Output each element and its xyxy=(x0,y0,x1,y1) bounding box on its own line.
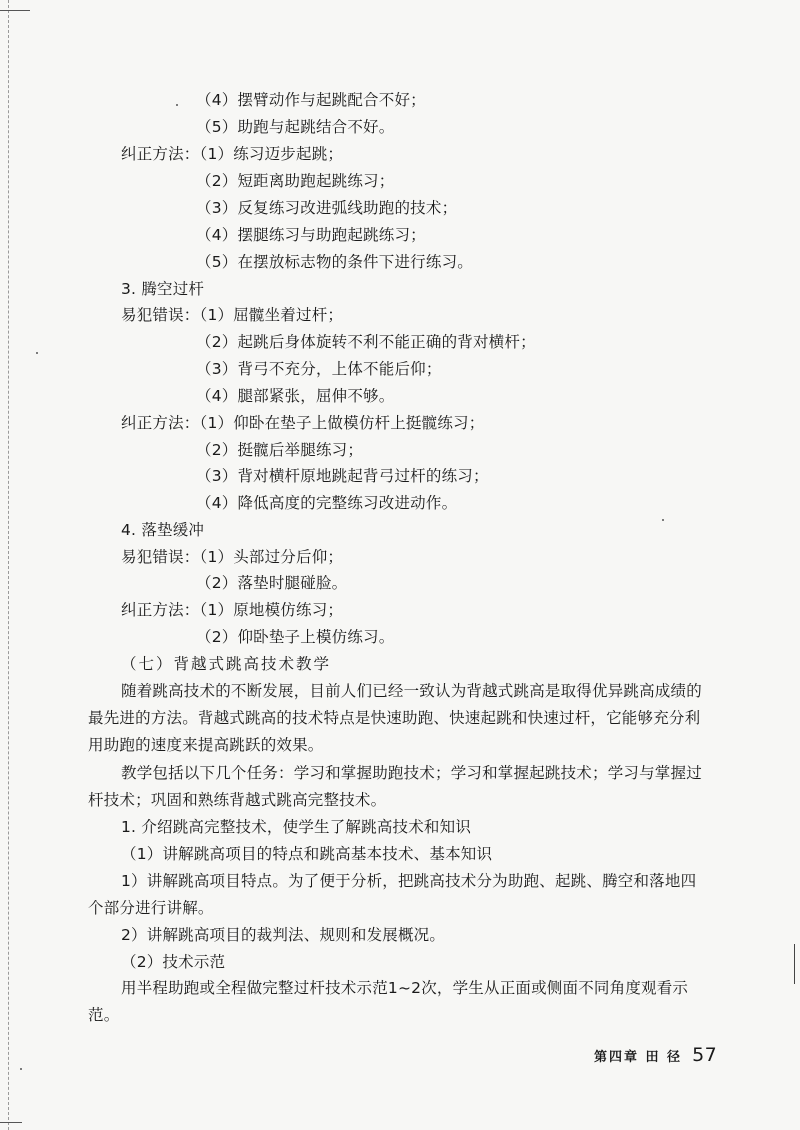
corner-mark xyxy=(0,10,30,11)
paragraph-line: 2）讲解跳高项目的裁判法、规则和发展概况。 xyxy=(121,926,446,944)
text-line: （4）摆臂动作与起跳配合不好； xyxy=(196,91,426,109)
page-footer xyxy=(594,1044,754,1068)
text-line: 易犯错误：（1）屈髋坐着过杆； xyxy=(121,306,344,324)
speck xyxy=(20,1068,22,1070)
text-line: （3）背对横杆原地跳起背弓过杆的练习； xyxy=(196,467,489,485)
text-line: （4）降低高度的完整练习改进动作。 xyxy=(196,494,458,512)
subheading: 3. 腾空过杆 xyxy=(121,280,205,298)
text-line: （3）反复练习改进弧线助跑的技术； xyxy=(196,199,458,217)
paragraph-line: 杆技术；巩固和熟练背越式跳高完整技术。 xyxy=(88,791,387,809)
text-line: 纠正方法：（1）仰卧在垫子上做模仿杆上挺髋练习； xyxy=(121,414,485,432)
speck xyxy=(176,104,178,106)
text-line: （2）落垫时腿碰脸。 xyxy=(196,574,348,592)
paragraph-line: （1）讲解跳高项目的特点和跳高基本技术、基本知识 xyxy=(121,845,493,863)
paragraph-line: 随着跳高技术的不断发展，目前人们已经一致认为背越式跳高是取得优异跳高成绩的 xyxy=(121,682,702,700)
paragraph-line: 用半程助跑或全程做完整过杆技术示范1~2次，学生从正面或侧面不同角度观看示 xyxy=(121,979,689,997)
text-line: 纠正方法：（1）原地模仿练习； xyxy=(121,601,344,619)
paragraph-line: 个部分进行讲解。 xyxy=(88,899,214,917)
chapter-label: 第四章 田 径 xyxy=(594,1050,683,1065)
text-line: （4）腿部紧张，屈伸不够。 xyxy=(196,387,395,405)
text-line: （2）短距离助跑起跳练习； xyxy=(196,172,395,190)
subheading: 4. 落垫缓冲 xyxy=(121,521,205,539)
text-line: （3）背弓不充分，上体不能后仰； xyxy=(196,360,442,378)
text-line: （5）助跑与起跳结合不好。 xyxy=(196,118,395,136)
paragraph-line: 用助跑的速度来提高跳跃的效果。 xyxy=(88,736,324,754)
text-line: （4）摆腿练习与助跑起跳练习； xyxy=(196,226,426,244)
text-line: （2）挺髋后举腿练习； xyxy=(196,441,364,459)
paragraph-line: 教学包括以下几个任务：学习和掌握助跑技术；学习和掌握起跳技术；学习与掌握过 xyxy=(121,764,702,782)
corner-mark xyxy=(0,1122,22,1123)
section-heading: （七）背越式跳高技术教学 xyxy=(121,655,332,673)
scan-edge xyxy=(8,0,9,1130)
paragraph-line: 1. 介绍跳高完整技术，使学生了解跳高技术和知识 xyxy=(121,818,472,836)
paragraph-line: 范。 xyxy=(88,1006,120,1024)
paragraph-line: 1）讲解跳高项目特点。为了便于分析，把跳高技术分为助跑、起跳、腾空和落地四 xyxy=(121,872,697,890)
text-line: （2）仰卧垫子上模仿练习。 xyxy=(196,628,395,646)
text-line: （2）起跳后身体旋转不利不能正确的背对横杆； xyxy=(196,333,536,351)
speck xyxy=(36,352,38,354)
text-line: 纠正方法：（1）练习迈步起跳； xyxy=(121,145,344,163)
speck xyxy=(662,519,664,521)
paragraph-line: （2）技术示范 xyxy=(121,953,226,971)
text-line: （5）在摆放标志物的条件下进行练习。 xyxy=(196,253,473,271)
edge-mark xyxy=(794,944,795,984)
paragraph-line: 最先进的方法。背越式跳高的技术特点是快速助跑、快速起跳和快速过杆，它能够充分利 xyxy=(88,709,701,727)
text-line: 易犯错误：（1）头部过分后仰； xyxy=(121,548,344,566)
page-number: 57 xyxy=(692,1044,718,1066)
